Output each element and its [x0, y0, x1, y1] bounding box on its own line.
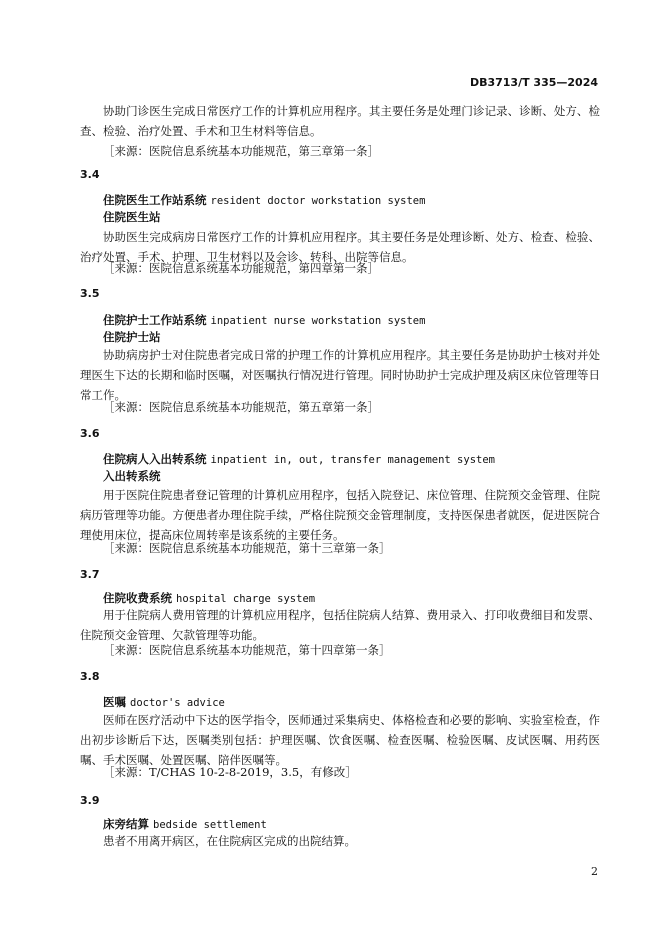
- definition-text: 协助病房护士对住院患者完成日常的护理工作的计算机应用程序。其主要任务是协助护士核对并处理医生下达的长期和临时医嘱，对医嘱执行情况进行管理。同时协助护士完成护理及病区床位管理等日常工作。: [80, 348, 600, 402]
- term-abbreviation: 入出转系统: [103, 469, 161, 483]
- section-number: 3.5: [80, 287, 100, 300]
- definition-source: ［来源：T/CHAS 10-2-8-2019，3.5，有修改］: [103, 765, 357, 779]
- document-code: DB3713/T 335—2024: [469, 76, 598, 89]
- definition-source: ［来源：医院信息系统基本功能规范，第十四章第一条］: [103, 643, 391, 657]
- definition-text: 医师在医疗活动中下达的医学指令，医师通过采集病史、体格检查和必要的影响、实验室检查，作出初步诊断后下达，医嘱类别包括：护理医嘱、饮食医嘱、检查医嘱、检验医嘱、皮试医嘱、用药医嘱、手术医嘱、处置医嘱、陪伴医嘱等。: [80, 713, 600, 767]
- term-heading: 医嘱 doctor's advice: [103, 695, 225, 709]
- term-heading: 住院收费系统 hospital charge system: [103, 591, 316, 605]
- definition-text: 患者不用离开病区，在住院病区完成的出院结算。: [103, 834, 356, 848]
- definition-source: ［来源：医院信息系统基本功能规范，第三章第一条］: [103, 144, 379, 158]
- definition-text: 协助医生完成病房日常医疗工作的计算机应用程序。其主要任务是处理诊断、处方、检查、检验、治疗处置、手术、护理、卫生材料以及会诊、转科、出院等信息。: [80, 230, 600, 264]
- section-number: 3.4: [80, 168, 100, 181]
- definition-source: ［来源：医院信息系统基本功能规范，第十三章第一条］: [103, 541, 391, 555]
- section-number: 3.6: [80, 427, 100, 440]
- term-heading: 住院病人入出转系统 inpatient in, out, transfer management system: [103, 452, 495, 466]
- definition-source: ［来源：医院信息系统基本功能规范，第四章第一条］: [103, 261, 379, 275]
- page-number: 2: [591, 865, 598, 878]
- term-abbreviation: 住院医生站: [103, 210, 161, 224]
- section-number: 3.7: [80, 568, 100, 581]
- definition-text: 用于住院病人费用管理的计算机应用程序，包括住院病人结算、费用录入、打印收费细目和发票、住院预交金管理、欠款管理等功能。: [80, 608, 600, 642]
- term-heading: 床旁结算 bedside settlement: [103, 817, 267, 831]
- definition-text: 用于医院住院患者登记管理的计算机应用程序，包括入院登记、床位管理、住院预交金管理、住院病历管理等功能。方便患者办理住院手续，严格住院预交金管理制度，支持医保患者就医，促进医院合理使用床位，提高床位周转率是该系统的主要任务。: [80, 488, 600, 542]
- section-number: 3.9: [80, 794, 100, 807]
- term-heading: 住院护士工作站系统 inpatient nurse workstation system: [103, 313, 426, 327]
- definition-text: 协助门诊医生完成日常医疗工作的计算机应用程序。其主要任务是处理门诊记录、诊断、处方、检查、检验、治疗处置、手术和卫生材料等信息。: [80, 104, 600, 138]
- section-number: 3.8: [80, 670, 100, 683]
- term-heading: 住院医生工作站系统 resident doctor workstation system: [103, 193, 426, 207]
- definition-source: ［来源：医院信息系统基本功能规范，第五章第一条］: [103, 400, 379, 414]
- term-abbreviation: 住院护士站: [103, 330, 161, 344]
